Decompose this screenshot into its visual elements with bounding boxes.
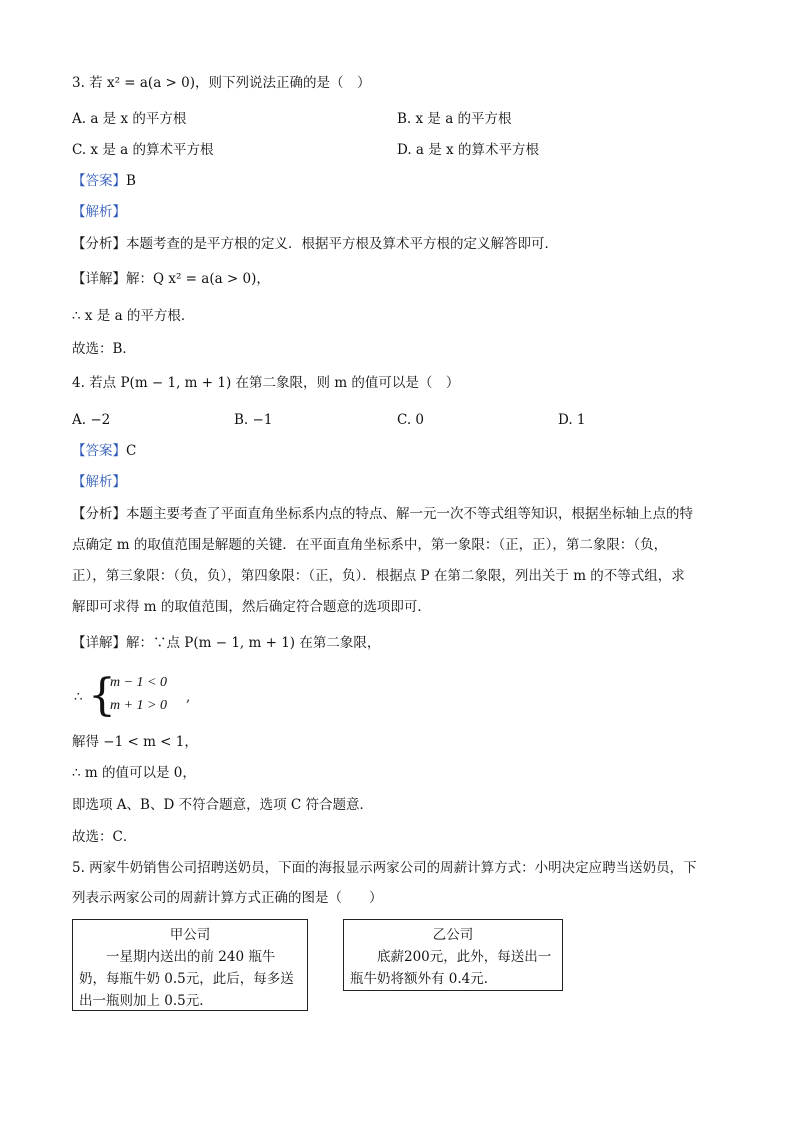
poster-company-b: [343, 919, 563, 991]
q4-xiangjie-row: [72, 634, 380, 652]
inequality-2: m + 1 > 0: [110, 698, 168, 713]
q3-option-d: D. a 是 x 的算术平方根: [397, 142, 539, 158]
q3-xiangjie-text: 解：Q x² = a(a > 0)，: [126, 271, 270, 287]
xiangjie-tag: 【详解】: [72, 635, 126, 651]
q4-option-b: B. −1: [234, 412, 273, 428]
poster-a-title: 甲公司: [169, 927, 211, 943]
q4-answer-value: C: [126, 443, 137, 459]
q3-fenxi-row: [72, 235, 558, 253]
q4-fenxi-line1: 本题主要考查了平面直角坐标系内点的特点、解一元一次不等式组等知识，根据坐标轴上点的特: [126, 506, 693, 522]
q4-option-d: D. 1: [558, 412, 586, 428]
q3-option-c: C. x 是 a 的算术平方根: [72, 142, 214, 158]
q4-step3: 即选项 A、B、D 不符合题意，选项 C 符合题意．: [72, 797, 373, 813]
therefore-symbol: ∴: [74, 689, 83, 705]
q4-fenxi-line4: 解即可求得 m 的取值范围，然后确定符合题意的选项即可．: [72, 599, 431, 615]
inequality-1: m − 1 < 0: [110, 675, 168, 690]
q3-option-b: B. x 是 a 的平方根: [397, 111, 512, 127]
q3-stem: 3. 若 x² = a(a > 0)，则下列说法正确的是（ ）: [72, 75, 371, 91]
left-brace: {: [88, 670, 116, 721]
xiangjie-tag: 【详解】: [72, 271, 126, 287]
poster-b-title: 乙公司: [432, 927, 474, 943]
q4-xiangjie-text: 解：∵点 P(m − 1, m + 1) 在第二象限，: [126, 635, 381, 651]
poster-company-a: [72, 919, 308, 1011]
q4-option-a: A. −2: [72, 412, 111, 428]
q5-stem-line1: 5. 两家牛奶销售公司招聘送奶员，下面的海报显示两家公司的周薪计算方式：小明决定应聘当送奶员，下: [72, 860, 697, 876]
q3-step: ∴ x 是 a 的平方根．: [72, 308, 195, 324]
q3-fenxi-text: 本题考查的是平方根的定义．根据平方根及算术平方根的定义解答即可．: [126, 236, 558, 252]
q4-option-c: C. 0: [397, 412, 425, 428]
answer-tag: 【答案】: [72, 173, 126, 189]
q4-fenxi-line3: 正），第三象限：（负，负），第四象限：（正，负）．根据点 P 在第二象限，列出关于 m 的不等式组，求: [72, 568, 685, 584]
poster-a-body: 一星期内送出的前 240 瓶牛奶，每瓶牛奶 0.5元，此后，每多送出一瓶则加上 0.5元.: [79, 949, 294, 1009]
q4-stem: 4. 若点 P(m − 1, m + 1) 在第二象限，则 m 的值可以是（ ）: [72, 375, 460, 391]
q3-option-a: A. a 是 x 的平方根: [72, 111, 187, 127]
q3-xiangjie-row: [72, 270, 270, 288]
q4-solve: 解得 −1 < m < 1，: [72, 734, 198, 750]
fenxi-tag: 【分析】: [72, 506, 126, 522]
inequality-system: [74, 672, 214, 720]
poster-b-body: 底薪200元，此外，每送出一瓶牛奶将额外有 0.4元.: [350, 949, 552, 987]
q3-analysis-tag: 【解析】: [72, 204, 126, 220]
q3-answer-value: B: [126, 173, 136, 189]
q3-choose: 故选：B．: [72, 341, 136, 357]
q4-fenxi-row: [72, 505, 693, 523]
inequality-comma: ,: [186, 689, 191, 705]
q4-fenxi-line2: 点确定 m 的取值范围是解题的关键．在平面直角坐标系中，第一象限：（正，正），第二象限：（负，: [72, 537, 668, 553]
q5-stem-line2: 列表示两家公司的周薪计算方式正确的图是（ ）: [72, 890, 383, 906]
fenxi-tag: 【分析】: [72, 236, 126, 252]
q4-choose: 故选：C．: [72, 829, 137, 845]
q4-analysis-tag: 【解析】: [72, 474, 126, 490]
q4-answer-row: [72, 442, 136, 460]
q4-step2: ∴ m 的值可以是 0，: [72, 765, 196, 781]
answer-tag: 【答案】: [72, 443, 126, 459]
q3-answer-row: [72, 172, 136, 190]
